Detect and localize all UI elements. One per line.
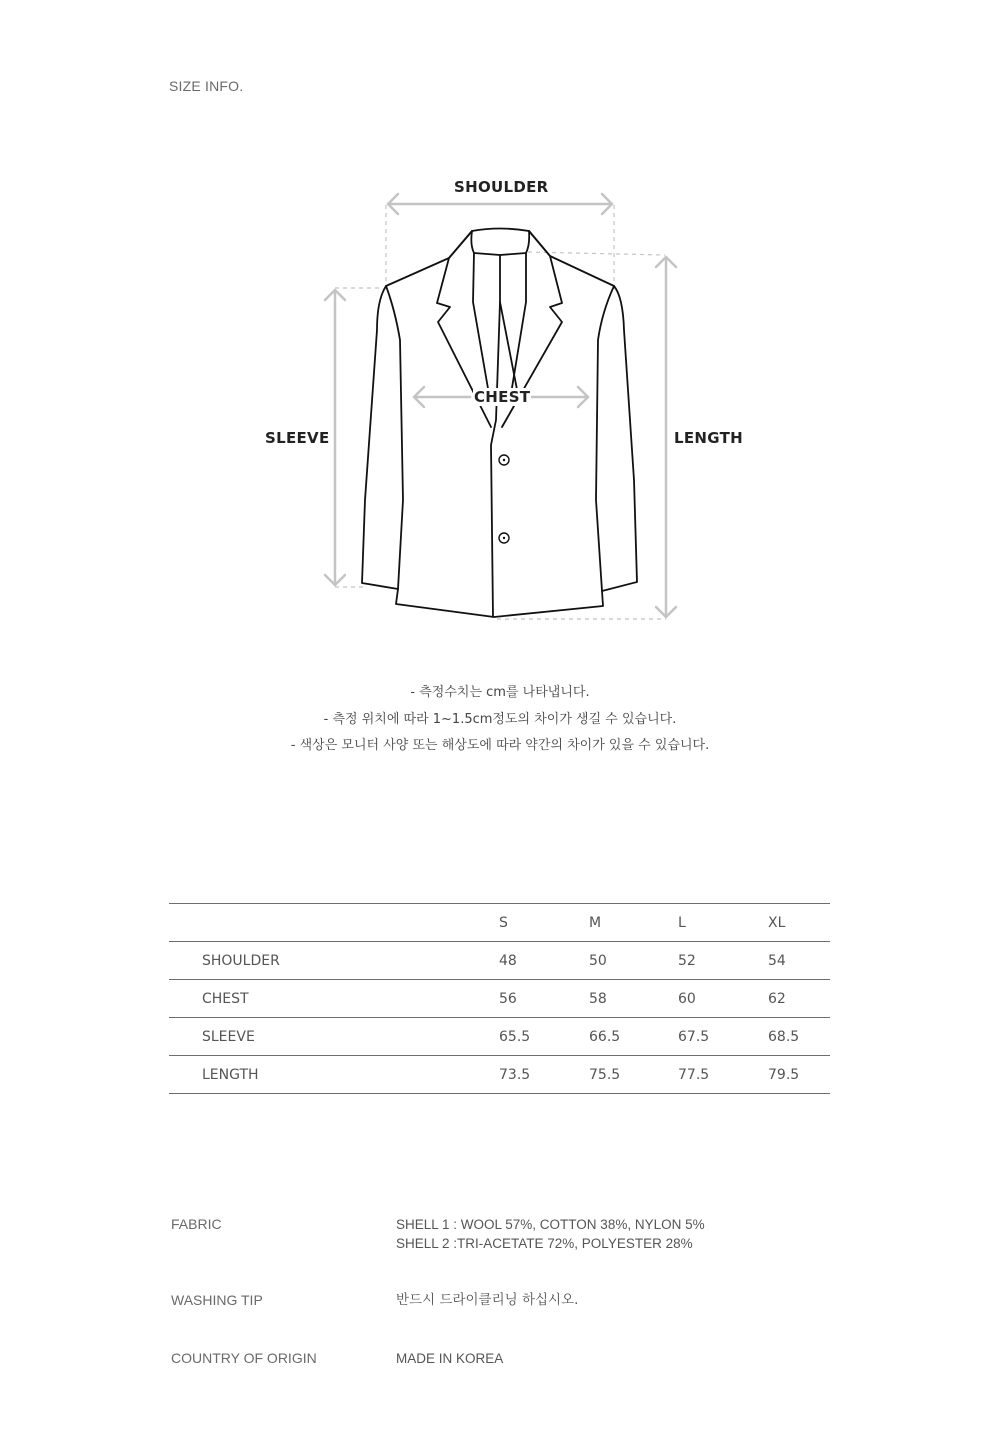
fabric-line: SHELL 2 :TRI-ACETATE 72%, POLYESTER 28% <box>396 1236 693 1251</box>
table-cell: 48 <box>499 942 589 980</box>
table-row <box>169 1056 830 1094</box>
country-of-origin-value: MADE IN KOREA <box>396 1351 504 1366</box>
washing-tip-label: WASHING TIP <box>171 1292 263 1308</box>
table-cell: 62 <box>768 980 830 1018</box>
table-row <box>169 1018 830 1056</box>
table-cell: 50 <box>589 942 678 980</box>
table-cell: 68.5 <box>768 1018 830 1056</box>
table-row <box>169 980 830 1018</box>
table-cell: 56 <box>499 980 589 1018</box>
chest-label: CHEST <box>474 388 531 406</box>
table-cell: 73.5 <box>499 1056 589 1094</box>
table-header-cell: XL <box>768 904 830 942</box>
jacket-buttons <box>499 455 509 543</box>
note-line: - 색상은 모니터 사양 또는 해상도에 따라 약간의 차이가 있을 수 있습니다. <box>290 738 710 753</box>
jacket-outline <box>362 229 637 618</box>
washing-tip-value: 반드시 드라이클리닝 하십시오. <box>396 1292 579 1308</box>
size-diagram <box>0 0 1000 660</box>
row-label: LENGTH <box>169 1056 499 1094</box>
fabric-value <box>396 1215 705 1253</box>
table-header-cell: S <box>499 904 589 942</box>
length-label: LENGTH <box>674 429 743 447</box>
table-cell: 60 <box>678 980 768 1018</box>
measurement-notes <box>0 680 1000 760</box>
section-title: SIZE INFO. <box>169 78 244 94</box>
fabric-line: SHELL 1 : WOOL 57%, COTTON 38%, NYLON 5% <box>396 1217 705 1232</box>
row-label: SHOULDER <box>169 942 499 980</box>
sleeve-label: SLEEVE <box>265 429 330 447</box>
size-table <box>169 903 830 1094</box>
table-cell: 65.5 <box>499 1018 589 1056</box>
table-cell: 79.5 <box>768 1056 830 1094</box>
fabric-label: FABRIC <box>171 1216 222 1232</box>
row-label: SLEEVE <box>169 1018 499 1056</box>
table-cell: 58 <box>589 980 678 1018</box>
table-cell: 54 <box>768 942 830 980</box>
table-header-cell: M <box>589 904 678 942</box>
table-header-cell <box>169 904 499 942</box>
table-cell: 66.5 <box>589 1018 678 1056</box>
country-of-origin-label: COUNTRY OF ORIGIN <box>171 1350 317 1366</box>
table-cell: 77.5 <box>678 1056 768 1094</box>
note-line: - 측정 위치에 따라 1~1.5cm정도의 차이가 생길 수 있습니다. <box>323 711 677 727</box>
table-cell: 75.5 <box>589 1056 678 1094</box>
note-line: - 측정수치는 cm를 나타냅니다. <box>410 685 590 700</box>
jacket-measurement-diagram <box>0 0 1000 660</box>
table-header-cell: L <box>678 904 768 942</box>
table-header-row <box>169 904 830 942</box>
table-row <box>169 942 830 980</box>
table-cell: 67.5 <box>678 1018 768 1056</box>
shoulder-label: SHOULDER <box>454 178 549 196</box>
row-label: CHEST <box>169 980 499 1018</box>
table-cell: 52 <box>678 942 768 980</box>
